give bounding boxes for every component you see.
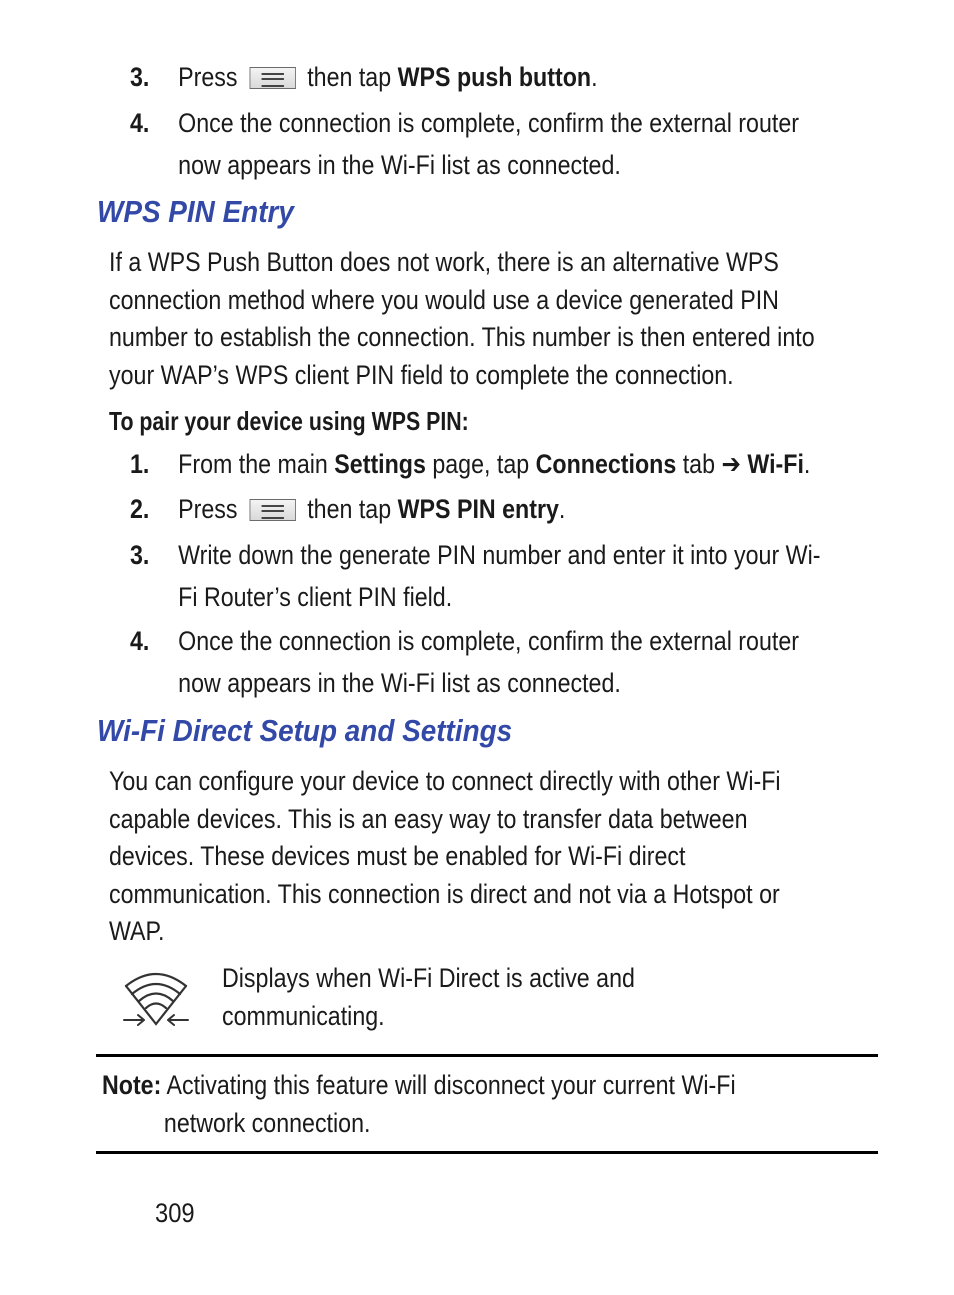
note-text: Activating this feature will disconnect your current Wi-Fi xyxy=(161,1070,736,1100)
step-text: Press xyxy=(178,62,238,92)
paragraph-line: number to establish the connection. This number is then entered into xyxy=(109,322,815,353)
paragraph-line: connection method where you would use a device generated PIN xyxy=(109,284,779,315)
step-text: Write down the generate PIN number and enter it into your Wi- xyxy=(178,540,821,570)
wifi-direct-icon xyxy=(120,968,192,1032)
step-text: From the main xyxy=(178,449,335,479)
step-text: . xyxy=(558,494,566,524)
step-text: then tap xyxy=(307,494,392,524)
arrow-icon: ➔ xyxy=(721,449,741,479)
menu-key-icon xyxy=(249,499,295,521)
step-text: tab xyxy=(676,449,722,479)
page-number: 309 xyxy=(155,1198,195,1228)
step-number: 1. xyxy=(130,449,150,479)
step-number: 4. xyxy=(130,626,150,656)
paragraph-line: communication. This connection is direct and not via a Hotspot or xyxy=(109,878,780,909)
step-text: now appears in the Wi-Fi list as connected. xyxy=(178,668,621,698)
note-top-rule xyxy=(96,1054,878,1057)
description-line: communicating. xyxy=(222,1000,385,1031)
section-heading-wifi-direct: Wi-Fi Direct Setup and Settings xyxy=(97,713,513,748)
step-number: 2. xyxy=(130,494,150,524)
note-box xyxy=(102,1066,736,1142)
step-text: then tap xyxy=(307,62,392,92)
paragraph-line: devices. These devices must be enabled for Wi-Fi direct xyxy=(109,841,686,872)
section1-paragraph xyxy=(109,244,849,394)
step-text: Press xyxy=(178,494,238,524)
description-line: Displays when Wi-Fi Direct is active and xyxy=(222,963,635,993)
procedure-subheading: To pair your device using WPS PIN: xyxy=(109,406,469,436)
paragraph-line: You can configure your device to connect directly with other Wi-Fi xyxy=(109,766,781,796)
step-number: 3. xyxy=(130,540,150,570)
step-text: page, tap xyxy=(425,449,536,479)
step-text: Once the connection is complete, confirm the external router xyxy=(178,626,799,656)
step-bold: WPS push button xyxy=(397,62,592,92)
step-bold: WPS PIN entry xyxy=(397,494,559,524)
step-text: . xyxy=(591,62,598,92)
section-heading-wps-pin: WPS PIN Entry xyxy=(97,194,294,229)
step-text: Once the connection is complete, confirm the external router xyxy=(178,108,799,138)
wifi-direct-icon-description xyxy=(222,960,635,1035)
paragraph-line: capable devices. This is an easy way to transfer data between xyxy=(109,803,748,834)
step-bold: Settings xyxy=(334,449,426,479)
paragraph-line: If a WPS Push Button does not work, there is an alternative WPS xyxy=(109,247,779,277)
menu-key-icon xyxy=(249,67,295,89)
step-number: 4. xyxy=(130,108,150,138)
note-label: Note: xyxy=(102,1070,162,1100)
note-bottom-rule xyxy=(96,1151,878,1154)
paragraph-line: your WAP’s WPS client PIN field to complete the connection. xyxy=(109,359,734,390)
step-text: Fi Router’s client PIN field. xyxy=(178,582,453,612)
paragraph-line: WAP. xyxy=(109,916,165,947)
section2-paragraph xyxy=(109,763,849,951)
note-text: network connection. xyxy=(163,1108,371,1138)
step-number: 3. xyxy=(130,62,150,92)
step-bold: Wi-Fi xyxy=(747,449,804,479)
step-text: now appears in the Wi-Fi list as connected. xyxy=(178,150,621,180)
step-bold: Connections xyxy=(535,449,677,479)
step-text: . xyxy=(803,449,811,479)
